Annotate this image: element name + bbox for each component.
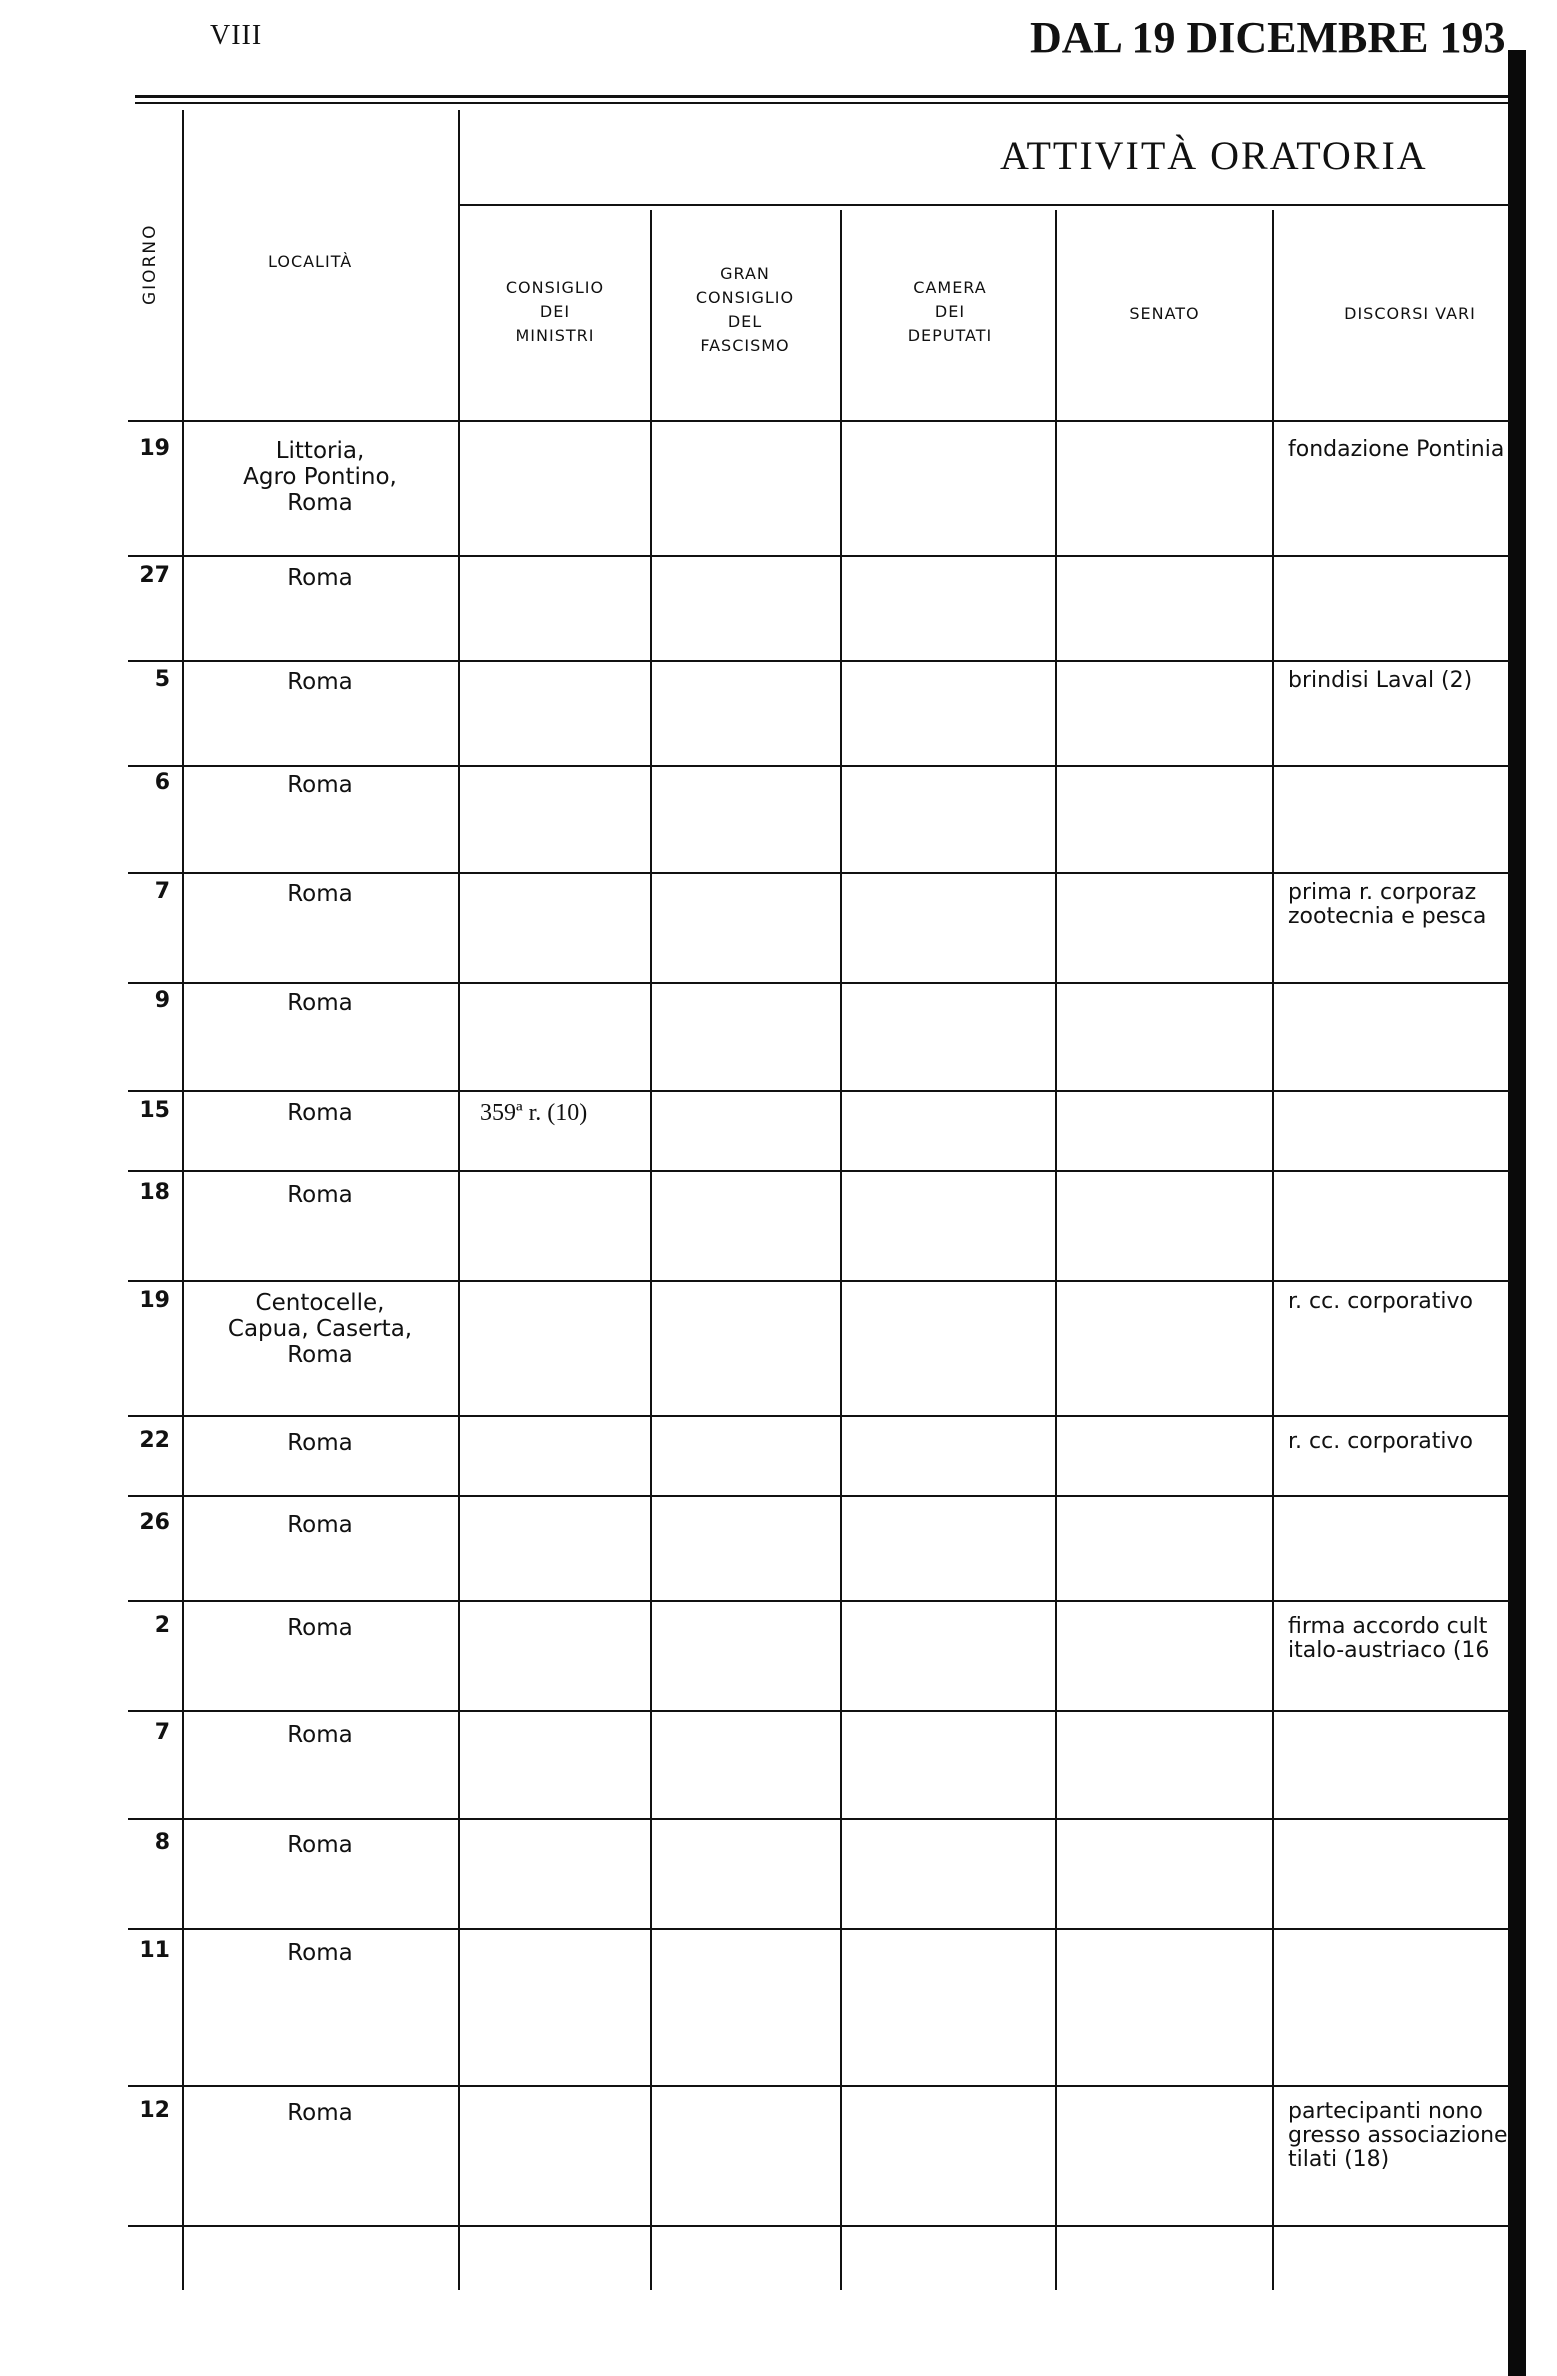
row-day: 19 xyxy=(139,436,170,461)
row-discorsi-vari: r. cc. corporativo xyxy=(1288,1430,1473,1454)
column-header-camera: CAMERA DEI DEPUTATI xyxy=(907,278,993,345)
page-title: DAL 19 DICEMBRE 193 xyxy=(1030,13,1506,62)
row-divider xyxy=(128,1170,1510,1172)
row-location: Roma xyxy=(287,1615,353,1641)
section-rule xyxy=(460,204,1510,206)
column-header-consiglio-ministri: CONSIGLIO DEI MINISTRI xyxy=(505,278,605,345)
row-location: Roma xyxy=(287,1512,353,1538)
row-location: Roma xyxy=(287,1182,353,1208)
row-divider xyxy=(128,1090,1510,1092)
row-location: Roma xyxy=(287,1430,353,1456)
row-location: Roma xyxy=(287,1722,353,1748)
column-divider xyxy=(650,210,652,2290)
row-divider xyxy=(128,1818,1510,1820)
row-day: 15 xyxy=(139,1098,170,1123)
row-divider xyxy=(128,1600,1510,1602)
row-day: 11 xyxy=(139,1938,170,1963)
row-day: 7 xyxy=(154,1720,170,1745)
row-divider xyxy=(128,2085,1510,2087)
header-rule xyxy=(135,95,1525,98)
row-divider xyxy=(128,660,1510,662)
row-location: Roma xyxy=(287,881,353,907)
column-divider xyxy=(1272,210,1274,2290)
row-divider xyxy=(128,765,1510,767)
page-number: VIII xyxy=(210,20,263,51)
column-divider xyxy=(182,110,184,2290)
row-day: 22 xyxy=(139,1428,170,1453)
row-location: Roma xyxy=(287,669,353,695)
row-discorsi-vari: fondazione Pontinia xyxy=(1288,438,1505,462)
row-location: Roma xyxy=(287,772,353,798)
row-location: Roma xyxy=(287,1100,353,1126)
row-day: 18 xyxy=(139,1180,170,1205)
row-divider xyxy=(128,982,1510,984)
row-divider xyxy=(128,1280,1510,1282)
row-day: 19 xyxy=(139,1288,170,1313)
column-header-gran-consiglio: GRAN CONSIGLIO DEL FASCISMO xyxy=(695,264,795,355)
row-divider xyxy=(128,555,1510,557)
row-day: 7 xyxy=(154,879,170,904)
column-divider xyxy=(458,110,460,2290)
row-divider xyxy=(128,1928,1510,1930)
header-rule-secondary xyxy=(135,102,1525,104)
row-day: 2 xyxy=(154,1613,170,1638)
column-header-localita: LOCALITÀ xyxy=(268,252,353,271)
row-location: Centocelle, Capua, Caserta, Roma xyxy=(227,1290,413,1368)
row-location: Roma xyxy=(287,990,353,1016)
row-day: 26 xyxy=(139,1510,170,1535)
section-title: ATTIVITÀ ORATORIA xyxy=(1000,133,1428,178)
column-header-discorsi-vari: DISCORSI VARI xyxy=(1344,304,1476,323)
column-header-senato: SENATO xyxy=(1129,304,1200,323)
row-location: Roma xyxy=(287,2100,353,2126)
row-discorsi-vari: prima r. corporaz zootecnia e pesca xyxy=(1288,881,1487,929)
column-header-giorno: GIORNO xyxy=(140,223,160,305)
page-edge-shadow xyxy=(1508,50,1526,2376)
row-divider xyxy=(128,420,1510,422)
row-day: 8 xyxy=(154,1830,170,1855)
row-consiglio-ministri: 359ª r. (10) xyxy=(480,1100,588,1126)
row-day: 9 xyxy=(154,988,170,1013)
row-location: Littoria, Agro Pontino, Roma xyxy=(243,438,397,516)
row-day: 27 xyxy=(139,563,170,588)
column-divider xyxy=(1055,210,1057,2290)
row-day: 12 xyxy=(139,2098,170,2123)
row-day: 5 xyxy=(154,667,170,692)
row-location: Roma xyxy=(287,565,353,591)
row-divider xyxy=(128,1415,1510,1417)
row-divider xyxy=(128,1495,1510,1497)
row-discorsi-vari: firma accordo cult italo-austriaco (16 xyxy=(1288,1615,1490,1663)
row-divider xyxy=(128,2225,1510,2227)
row-discorsi-vari: r. cc. corporativo xyxy=(1288,1290,1473,1314)
row-divider xyxy=(128,1710,1510,1712)
column-divider xyxy=(840,210,842,2290)
row-divider xyxy=(128,872,1510,874)
row-discorsi-vari: partecipanti nono gresso associazione tilati (18) xyxy=(1288,2100,1508,2172)
row-location: Roma xyxy=(287,1940,353,1966)
row-discorsi-vari: brindisi Laval (2) xyxy=(1288,669,1473,693)
row-location: Roma xyxy=(287,1832,353,1858)
row-day: 6 xyxy=(154,770,170,795)
